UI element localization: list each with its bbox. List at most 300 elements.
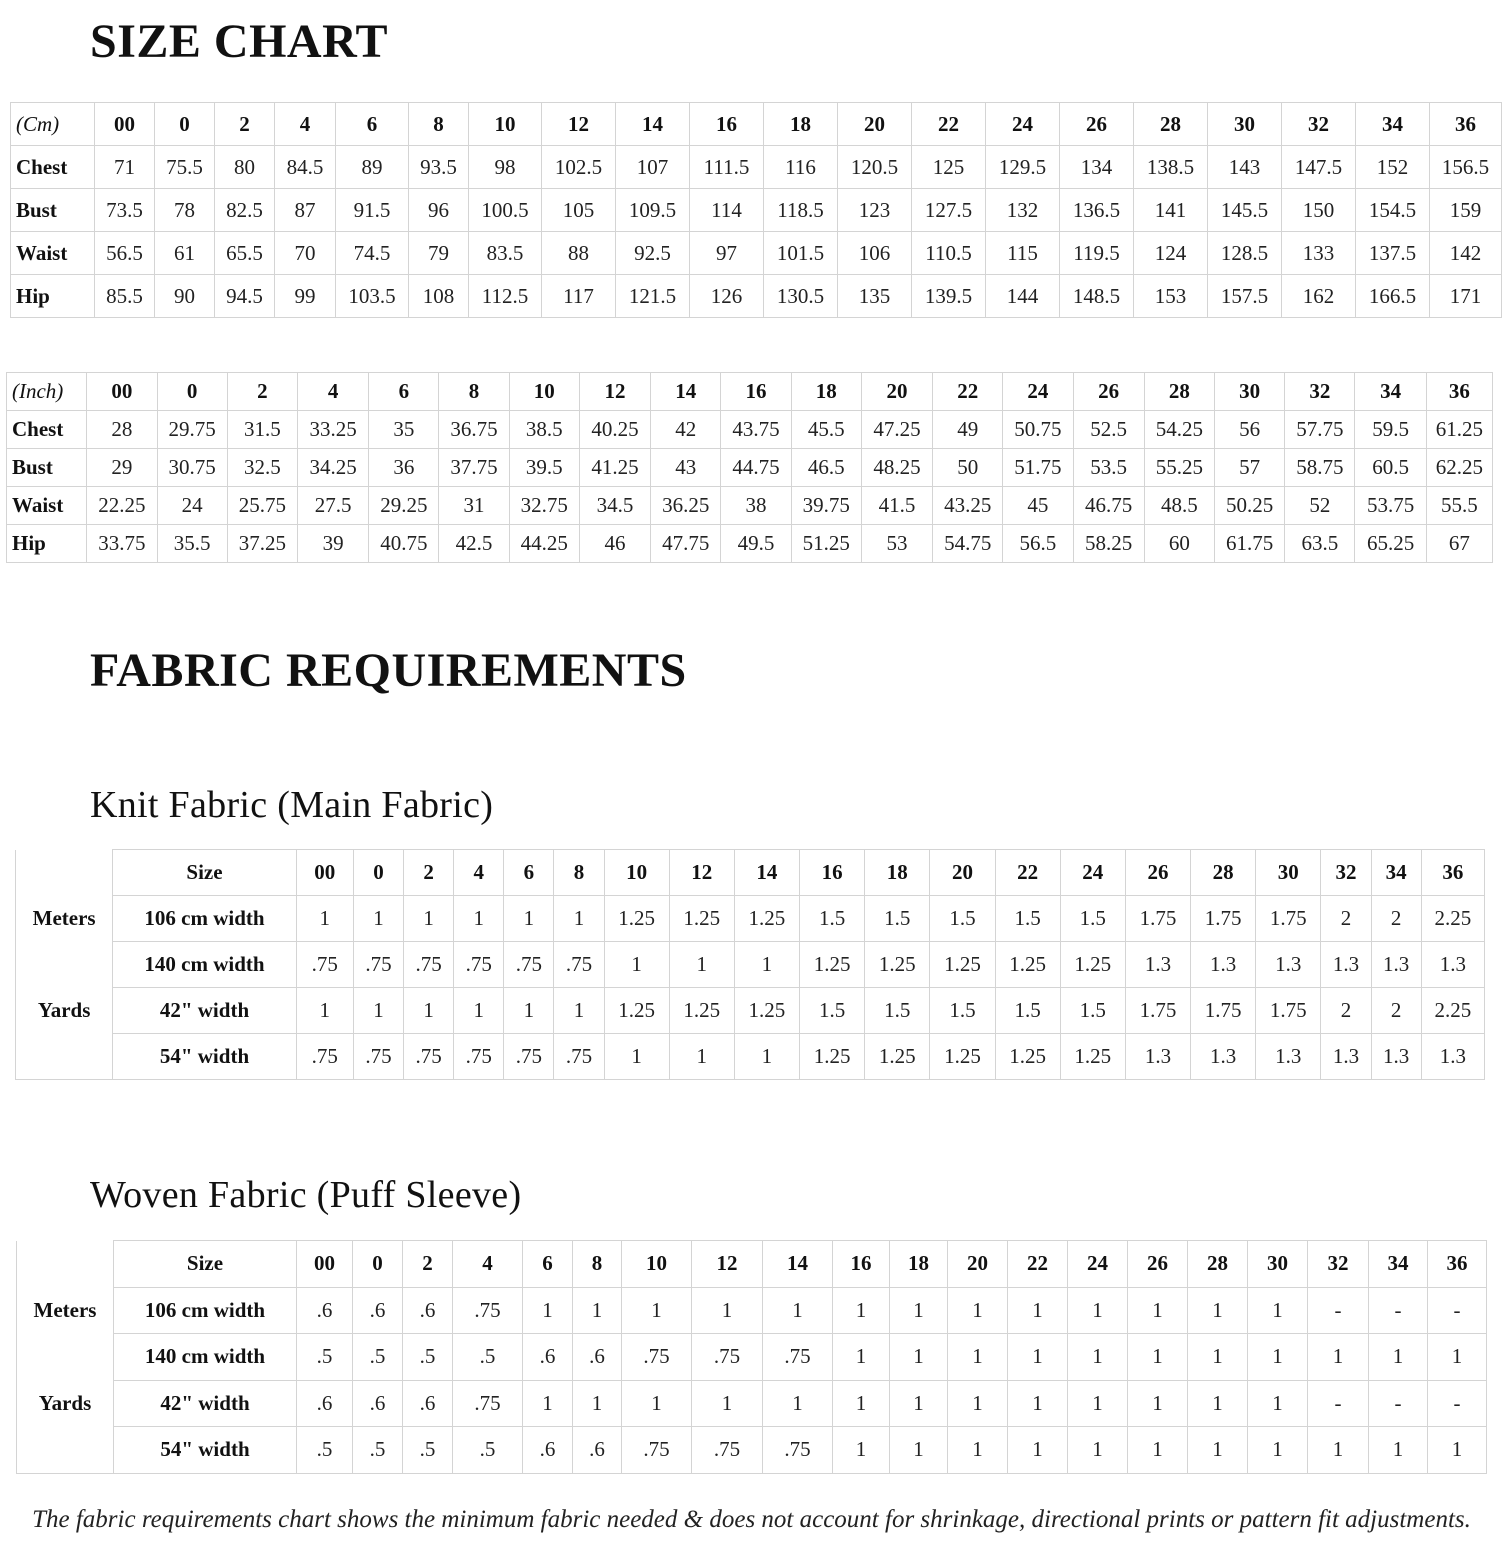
- table-cell: 57.75: [1285, 411, 1355, 449]
- table-cell: 2: [1371, 988, 1421, 1034]
- size-header-0: 0: [155, 103, 215, 146]
- table-cell: 61.25: [1426, 411, 1492, 449]
- table-cell: 1.3: [1125, 1034, 1190, 1080]
- fabric-width-label: 54" width: [113, 1034, 296, 1080]
- table-cell: 1.25: [669, 896, 734, 942]
- table-cell: 46.5: [791, 449, 861, 487]
- table-cell: 1.5: [930, 896, 995, 942]
- table-cell: 118.5: [764, 189, 838, 232]
- table-cell: 39.75: [791, 487, 861, 525]
- table-cell: 44.25: [509, 525, 579, 563]
- table-cell: 1.5: [1060, 896, 1125, 942]
- table-cell: 1: [734, 1034, 799, 1080]
- table-cell: .75: [453, 1380, 523, 1427]
- table-cell: 1.5: [800, 988, 865, 1034]
- size-header-16: 16: [833, 1241, 890, 1288]
- table-cell: 1: [1248, 1427, 1308, 1474]
- table-cell: 97: [690, 232, 764, 275]
- table-cell: 65.25: [1355, 525, 1426, 563]
- table-cell: .75: [453, 1287, 523, 1334]
- size-header-22: 22: [912, 103, 986, 146]
- table-cell: -: [1369, 1380, 1428, 1427]
- size-header-2: 2: [403, 1241, 453, 1288]
- table-cell: 124: [1134, 232, 1208, 275]
- size-header-28: 28: [1188, 1241, 1248, 1288]
- table-cell: .75: [554, 1034, 604, 1080]
- size-header-6: 6: [336, 103, 409, 146]
- table-cell: 1.25: [930, 942, 995, 988]
- table-cell: .75: [296, 1034, 353, 1080]
- size-header-0: 0: [353, 1241, 403, 1288]
- table-cell: 1.25: [865, 1034, 930, 1080]
- table-cell: 58.75: [1285, 449, 1355, 487]
- table-cell: .75: [763, 1427, 833, 1474]
- size-header-12: 12: [669, 850, 734, 896]
- table-cell: 83.5: [469, 232, 542, 275]
- table-cell: 47.25: [861, 411, 932, 449]
- table-cell: 1: [1068, 1380, 1128, 1427]
- table-cell: 51.75: [1003, 449, 1073, 487]
- unit-label: (Inch): [7, 373, 87, 411]
- table-cell: 54.25: [1144, 411, 1214, 449]
- table-cell: 45: [1003, 487, 1073, 525]
- table-cell: 2.25: [1421, 988, 1484, 1034]
- table-cell: 1: [1128, 1380, 1188, 1427]
- table-cell: 121.5: [616, 275, 690, 318]
- table-cell: 51.25: [791, 525, 861, 563]
- knit-fabric-table: [15, 849, 1485, 1080]
- fabric-width-label: 54" width: [114, 1427, 297, 1474]
- table-cell: 1: [454, 896, 504, 942]
- table-cell: 154.5: [1356, 189, 1430, 232]
- size-header-10: 10: [469, 103, 542, 146]
- size-header-8: 8: [439, 373, 509, 411]
- fabric-row: [16, 896, 1485, 942]
- table-cell: -: [1308, 1380, 1369, 1427]
- table-cell: 1: [890, 1334, 948, 1381]
- table-cell: 1: [692, 1287, 763, 1334]
- table-cell: 1.75: [1125, 896, 1190, 942]
- group-header-cell: [16, 850, 113, 896]
- table-cell: 90: [155, 275, 215, 318]
- group-header-cell: [17, 1241, 114, 1288]
- row-label: Bust: [7, 449, 87, 487]
- row-label: Bust: [11, 189, 95, 232]
- table-cell: 94.5: [215, 275, 275, 318]
- table-cell: 1: [1008, 1287, 1068, 1334]
- table-cell: -: [1428, 1287, 1487, 1334]
- table-cell: 137.5: [1356, 232, 1430, 275]
- size-header-16: 16: [690, 103, 764, 146]
- table-cell: 1.5: [865, 896, 930, 942]
- table-cell: .5: [353, 1427, 403, 1474]
- row-label: Hip: [7, 525, 87, 563]
- size-header-26: 26: [1060, 103, 1134, 146]
- table-cell: 80: [215, 146, 275, 189]
- table-cell: .75: [692, 1427, 763, 1474]
- size-header-10: 10: [509, 373, 579, 411]
- table-cell: 119.5: [1060, 232, 1134, 275]
- table-cell: 78: [155, 189, 215, 232]
- table-cell: 1: [1248, 1380, 1308, 1427]
- table-cell: 56: [1215, 411, 1285, 449]
- table-cell: 1.3: [1256, 942, 1321, 988]
- size-header-14: 14: [763, 1241, 833, 1288]
- size-header-26: 26: [1128, 1241, 1188, 1288]
- table-cell: 125: [912, 146, 986, 189]
- table-cell: 148.5: [1060, 275, 1134, 318]
- table-cell: .75: [504, 1034, 554, 1080]
- size-header-14: 14: [734, 850, 799, 896]
- size-header-10: 10: [622, 1241, 692, 1288]
- fabric-width-label: 42" width: [114, 1380, 297, 1427]
- table-cell: 114: [690, 189, 764, 232]
- size-chart-cm-table: [10, 102, 1502, 318]
- table-cell: 98: [469, 146, 542, 189]
- table-cell: 103.5: [336, 275, 409, 318]
- fabric-row: [17, 1380, 1487, 1427]
- table-cell: 112.5: [469, 275, 542, 318]
- table-cell: .75: [622, 1334, 692, 1381]
- table-cell: 60.5: [1355, 449, 1426, 487]
- table-cell: 132: [986, 189, 1060, 232]
- table-cell: 29.75: [157, 411, 227, 449]
- size-header-6: 6: [504, 850, 554, 896]
- size-header-4: 4: [275, 103, 336, 146]
- table-cell: 28: [87, 411, 157, 449]
- table-cell: .6: [403, 1380, 453, 1427]
- table-cell: .5: [297, 1334, 353, 1381]
- table-cell: 106: [838, 232, 912, 275]
- table-cell: 1: [890, 1380, 948, 1427]
- table-cell: 1: [353, 988, 403, 1034]
- table-cell: 102.5: [542, 146, 616, 189]
- table-cell: 111.5: [690, 146, 764, 189]
- table-cell: 1.25: [995, 1034, 1060, 1080]
- table-cell: 1.5: [865, 988, 930, 1034]
- row-label: Chest: [11, 146, 95, 189]
- size-header-0: 0: [157, 373, 227, 411]
- table-cell: 99: [275, 275, 336, 318]
- table-cell: 79: [409, 232, 469, 275]
- table-cell: 1: [1369, 1427, 1428, 1474]
- table-cell: 50.25: [1215, 487, 1285, 525]
- table-cell: 92.5: [616, 232, 690, 275]
- table-cell: 1: [1369, 1334, 1428, 1381]
- table-cell: 31: [439, 487, 509, 525]
- table-cell: 135: [838, 275, 912, 318]
- table-cell: 1.75: [1256, 988, 1321, 1034]
- table-cell: 108: [409, 275, 469, 318]
- table-cell: 126: [690, 275, 764, 318]
- table-cell: 73.5: [95, 189, 155, 232]
- table-cell: 1: [833, 1380, 890, 1427]
- table-cell: .75: [504, 942, 554, 988]
- size-header-row: [11, 103, 1502, 146]
- table-cell: 1: [1128, 1334, 1188, 1381]
- table-cell: 1: [1248, 1334, 1308, 1381]
- table-cell: 62.25: [1426, 449, 1492, 487]
- table-cell: 35.5: [157, 525, 227, 563]
- size-header-32: 32: [1321, 850, 1371, 896]
- table-cell: 1: [734, 942, 799, 988]
- size-header-label: Size: [114, 1241, 297, 1288]
- table-cell: 2: [1321, 896, 1371, 942]
- table-cell: 1.3: [1191, 942, 1256, 988]
- table-cell: 107: [616, 146, 690, 189]
- table-cell: 1: [1008, 1380, 1068, 1427]
- table-cell: 1: [1128, 1287, 1188, 1334]
- table-cell: 1: [833, 1427, 890, 1474]
- measurement-row-chest: [11, 146, 1502, 189]
- table-cell: 1: [353, 896, 403, 942]
- table-cell: 1: [1128, 1427, 1188, 1474]
- table-cell: .75: [353, 942, 403, 988]
- table-cell: .75: [622, 1427, 692, 1474]
- fabric-width-label: 106 cm width: [114, 1287, 297, 1334]
- size-header-4: 4: [453, 1241, 523, 1288]
- size-header-00: 00: [95, 103, 155, 146]
- table-cell: 1: [948, 1287, 1008, 1334]
- size-header-10: 10: [604, 850, 669, 896]
- table-cell: 1: [1068, 1334, 1128, 1381]
- table-cell: 1: [573, 1380, 622, 1427]
- table-cell: .6: [523, 1427, 573, 1474]
- table-cell: 60: [1144, 525, 1214, 563]
- table-cell: 1: [523, 1380, 573, 1427]
- table-cell: 1.25: [800, 942, 865, 988]
- table-cell: 58.25: [1073, 525, 1144, 563]
- table-cell: 1: [622, 1380, 692, 1427]
- size-header-28: 28: [1144, 373, 1214, 411]
- table-cell: 53: [861, 525, 932, 563]
- measurement-row-bust: [7, 449, 1493, 487]
- unit-group-label: Meters: [17, 1287, 114, 1334]
- table-cell: 84.5: [275, 146, 336, 189]
- table-cell: .5: [453, 1427, 523, 1474]
- row-label: Waist: [7, 487, 87, 525]
- table-cell: 34.25: [297, 449, 368, 487]
- size-header-26: 26: [1073, 373, 1144, 411]
- table-cell: 25.75: [227, 487, 297, 525]
- size-header-20: 20: [861, 373, 932, 411]
- size-header-32: 32: [1308, 1241, 1369, 1288]
- size-header-36: 36: [1421, 850, 1484, 896]
- table-cell: 48.5: [1144, 487, 1214, 525]
- table-cell: 1.25: [995, 942, 1060, 988]
- table-cell: 39.5: [509, 449, 579, 487]
- size-header-00: 00: [296, 850, 353, 896]
- table-cell: 1: [604, 942, 669, 988]
- table-cell: -: [1308, 1287, 1369, 1334]
- table-cell: 41.5: [861, 487, 932, 525]
- size-header-2: 2: [227, 373, 297, 411]
- table-cell: 43.75: [721, 411, 791, 449]
- table-cell: 39: [297, 525, 368, 563]
- table-cell: 48.25: [861, 449, 932, 487]
- table-cell: 38: [721, 487, 791, 525]
- measurement-row-waist: [11, 232, 1502, 275]
- unit-label: (Cm): [11, 103, 95, 146]
- table-cell: 36: [369, 449, 439, 487]
- table-cell: 1: [296, 988, 353, 1034]
- table-cell: 29: [87, 449, 157, 487]
- table-cell: 56.5: [95, 232, 155, 275]
- table-cell: 116: [764, 146, 838, 189]
- table-cell: 1: [554, 988, 604, 1034]
- table-cell: 65.5: [215, 232, 275, 275]
- table-cell: 1.3: [1256, 1034, 1321, 1080]
- size-header-24: 24: [1060, 850, 1125, 896]
- table-cell: .6: [573, 1427, 622, 1474]
- size-header-row: [16, 850, 1485, 896]
- size-header-2: 2: [215, 103, 275, 146]
- table-cell: 101.5: [764, 232, 838, 275]
- table-cell: 46: [579, 525, 650, 563]
- size-header-34: 34: [1371, 850, 1421, 896]
- table-cell: 30.75: [157, 449, 227, 487]
- measurement-row-chest: [7, 411, 1493, 449]
- table-cell: 1: [833, 1334, 890, 1381]
- table-cell: 93.5: [409, 146, 469, 189]
- table-cell: 1.3: [1125, 942, 1190, 988]
- table-cell: 31.5: [227, 411, 297, 449]
- table-cell: 36.75: [439, 411, 509, 449]
- table-cell: 32.5: [227, 449, 297, 487]
- table-cell: 49.5: [721, 525, 791, 563]
- table-cell: 49: [933, 411, 1003, 449]
- table-cell: 1: [454, 988, 504, 1034]
- table-cell: 54.75: [933, 525, 1003, 563]
- size-header-28: 28: [1191, 850, 1256, 896]
- size-header-32: 32: [1282, 103, 1356, 146]
- size-header-36: 36: [1430, 103, 1502, 146]
- unit-group-label: [16, 1034, 113, 1080]
- table-cell: 2.25: [1421, 896, 1484, 942]
- table-cell: 56.5: [1003, 525, 1073, 563]
- size-header-12: 12: [579, 373, 650, 411]
- table-cell: 55.25: [1144, 449, 1214, 487]
- table-cell: 1: [1008, 1334, 1068, 1381]
- table-cell: 29.25: [369, 487, 439, 525]
- table-cell: .5: [403, 1334, 453, 1381]
- table-cell: 1: [763, 1380, 833, 1427]
- table-cell: 1.25: [800, 1034, 865, 1080]
- table-cell: 33.75: [87, 525, 157, 563]
- table-cell: 1: [1248, 1287, 1308, 1334]
- table-cell: 115: [986, 232, 1060, 275]
- size-header-6: 6: [369, 373, 439, 411]
- size-header-18: 18: [791, 373, 861, 411]
- table-cell: 59.5: [1355, 411, 1426, 449]
- size-header-24: 24: [1068, 1241, 1128, 1288]
- table-cell: 82.5: [215, 189, 275, 232]
- size-header-12: 12: [692, 1241, 763, 1288]
- table-cell: 52.5: [1073, 411, 1144, 449]
- size-header-20: 20: [948, 1241, 1008, 1288]
- table-cell: 153: [1134, 275, 1208, 318]
- size-header-0: 0: [353, 850, 403, 896]
- table-cell: 1: [669, 942, 734, 988]
- table-cell: .5: [403, 1427, 453, 1474]
- table-cell: 88: [542, 232, 616, 275]
- knit-fabric-title: Knit Fabric (Main Fabric): [90, 784, 494, 826]
- size-header-26: 26: [1125, 850, 1190, 896]
- size-header-00: 00: [87, 373, 157, 411]
- table-cell: 143: [1208, 146, 1282, 189]
- table-cell: 1: [1188, 1427, 1248, 1474]
- table-cell: 1.75: [1191, 988, 1256, 1034]
- table-cell: 171: [1430, 275, 1502, 318]
- table-cell: 1.25: [930, 1034, 995, 1080]
- fabric-row: [17, 1427, 1487, 1474]
- size-header-34: 34: [1355, 373, 1426, 411]
- size-header-24: 24: [1003, 373, 1073, 411]
- table-cell: 127.5: [912, 189, 986, 232]
- size-header-18: 18: [865, 850, 930, 896]
- table-cell: 45.5: [791, 411, 861, 449]
- table-cell: 22.25: [87, 487, 157, 525]
- table-cell: 53.5: [1073, 449, 1144, 487]
- table-cell: 34.5: [579, 487, 650, 525]
- table-cell: 1.5: [800, 896, 865, 942]
- table-cell: .6: [523, 1334, 573, 1381]
- table-cell: 24: [157, 487, 227, 525]
- size-header-36: 36: [1428, 1241, 1487, 1288]
- table-cell: .6: [573, 1334, 622, 1381]
- fabric-requirements-title: FABRIC REQUIREMENTS: [90, 644, 687, 697]
- table-cell: 61: [155, 232, 215, 275]
- table-cell: 1: [554, 896, 604, 942]
- table-cell: 1: [296, 896, 353, 942]
- size-header-4: 4: [454, 850, 504, 896]
- table-cell: 74.5: [336, 232, 409, 275]
- table-cell: 33.25: [297, 411, 368, 449]
- table-cell: 100.5: [469, 189, 542, 232]
- row-label: Waist: [11, 232, 95, 275]
- table-cell: 96: [409, 189, 469, 232]
- size-header-34: 34: [1369, 1241, 1428, 1288]
- fabric-width-label: 140 cm width: [114, 1334, 297, 1381]
- table-cell: 1.3: [1321, 942, 1371, 988]
- table-cell: 47.75: [651, 525, 721, 563]
- table-cell: 166.5: [1356, 275, 1430, 318]
- size-header-row: [7, 373, 1493, 411]
- table-cell: 1: [1428, 1334, 1487, 1381]
- size-header-00: 00: [297, 1241, 353, 1288]
- table-cell: 43.25: [933, 487, 1003, 525]
- table-cell: 38.5: [509, 411, 579, 449]
- table-cell: .75: [404, 942, 454, 988]
- table-cell: 61.75: [1215, 525, 1285, 563]
- measurement-row-waist: [7, 487, 1493, 525]
- table-cell: 134: [1060, 146, 1134, 189]
- size-header-20: 20: [838, 103, 912, 146]
- table-cell: .75: [554, 942, 604, 988]
- table-cell: 1: [948, 1380, 1008, 1427]
- table-cell: 1.5: [995, 896, 1060, 942]
- size-header-30: 30: [1215, 373, 1285, 411]
- table-cell: 109.5: [616, 189, 690, 232]
- table-cell: 105: [542, 189, 616, 232]
- table-cell: 150: [1282, 189, 1356, 232]
- table-cell: 136.5: [1060, 189, 1134, 232]
- table-cell: 1.25: [604, 896, 669, 942]
- table-cell: 37.75: [439, 449, 509, 487]
- fabric-row: [17, 1334, 1487, 1381]
- table-cell: .6: [297, 1287, 353, 1334]
- table-cell: 156.5: [1430, 146, 1502, 189]
